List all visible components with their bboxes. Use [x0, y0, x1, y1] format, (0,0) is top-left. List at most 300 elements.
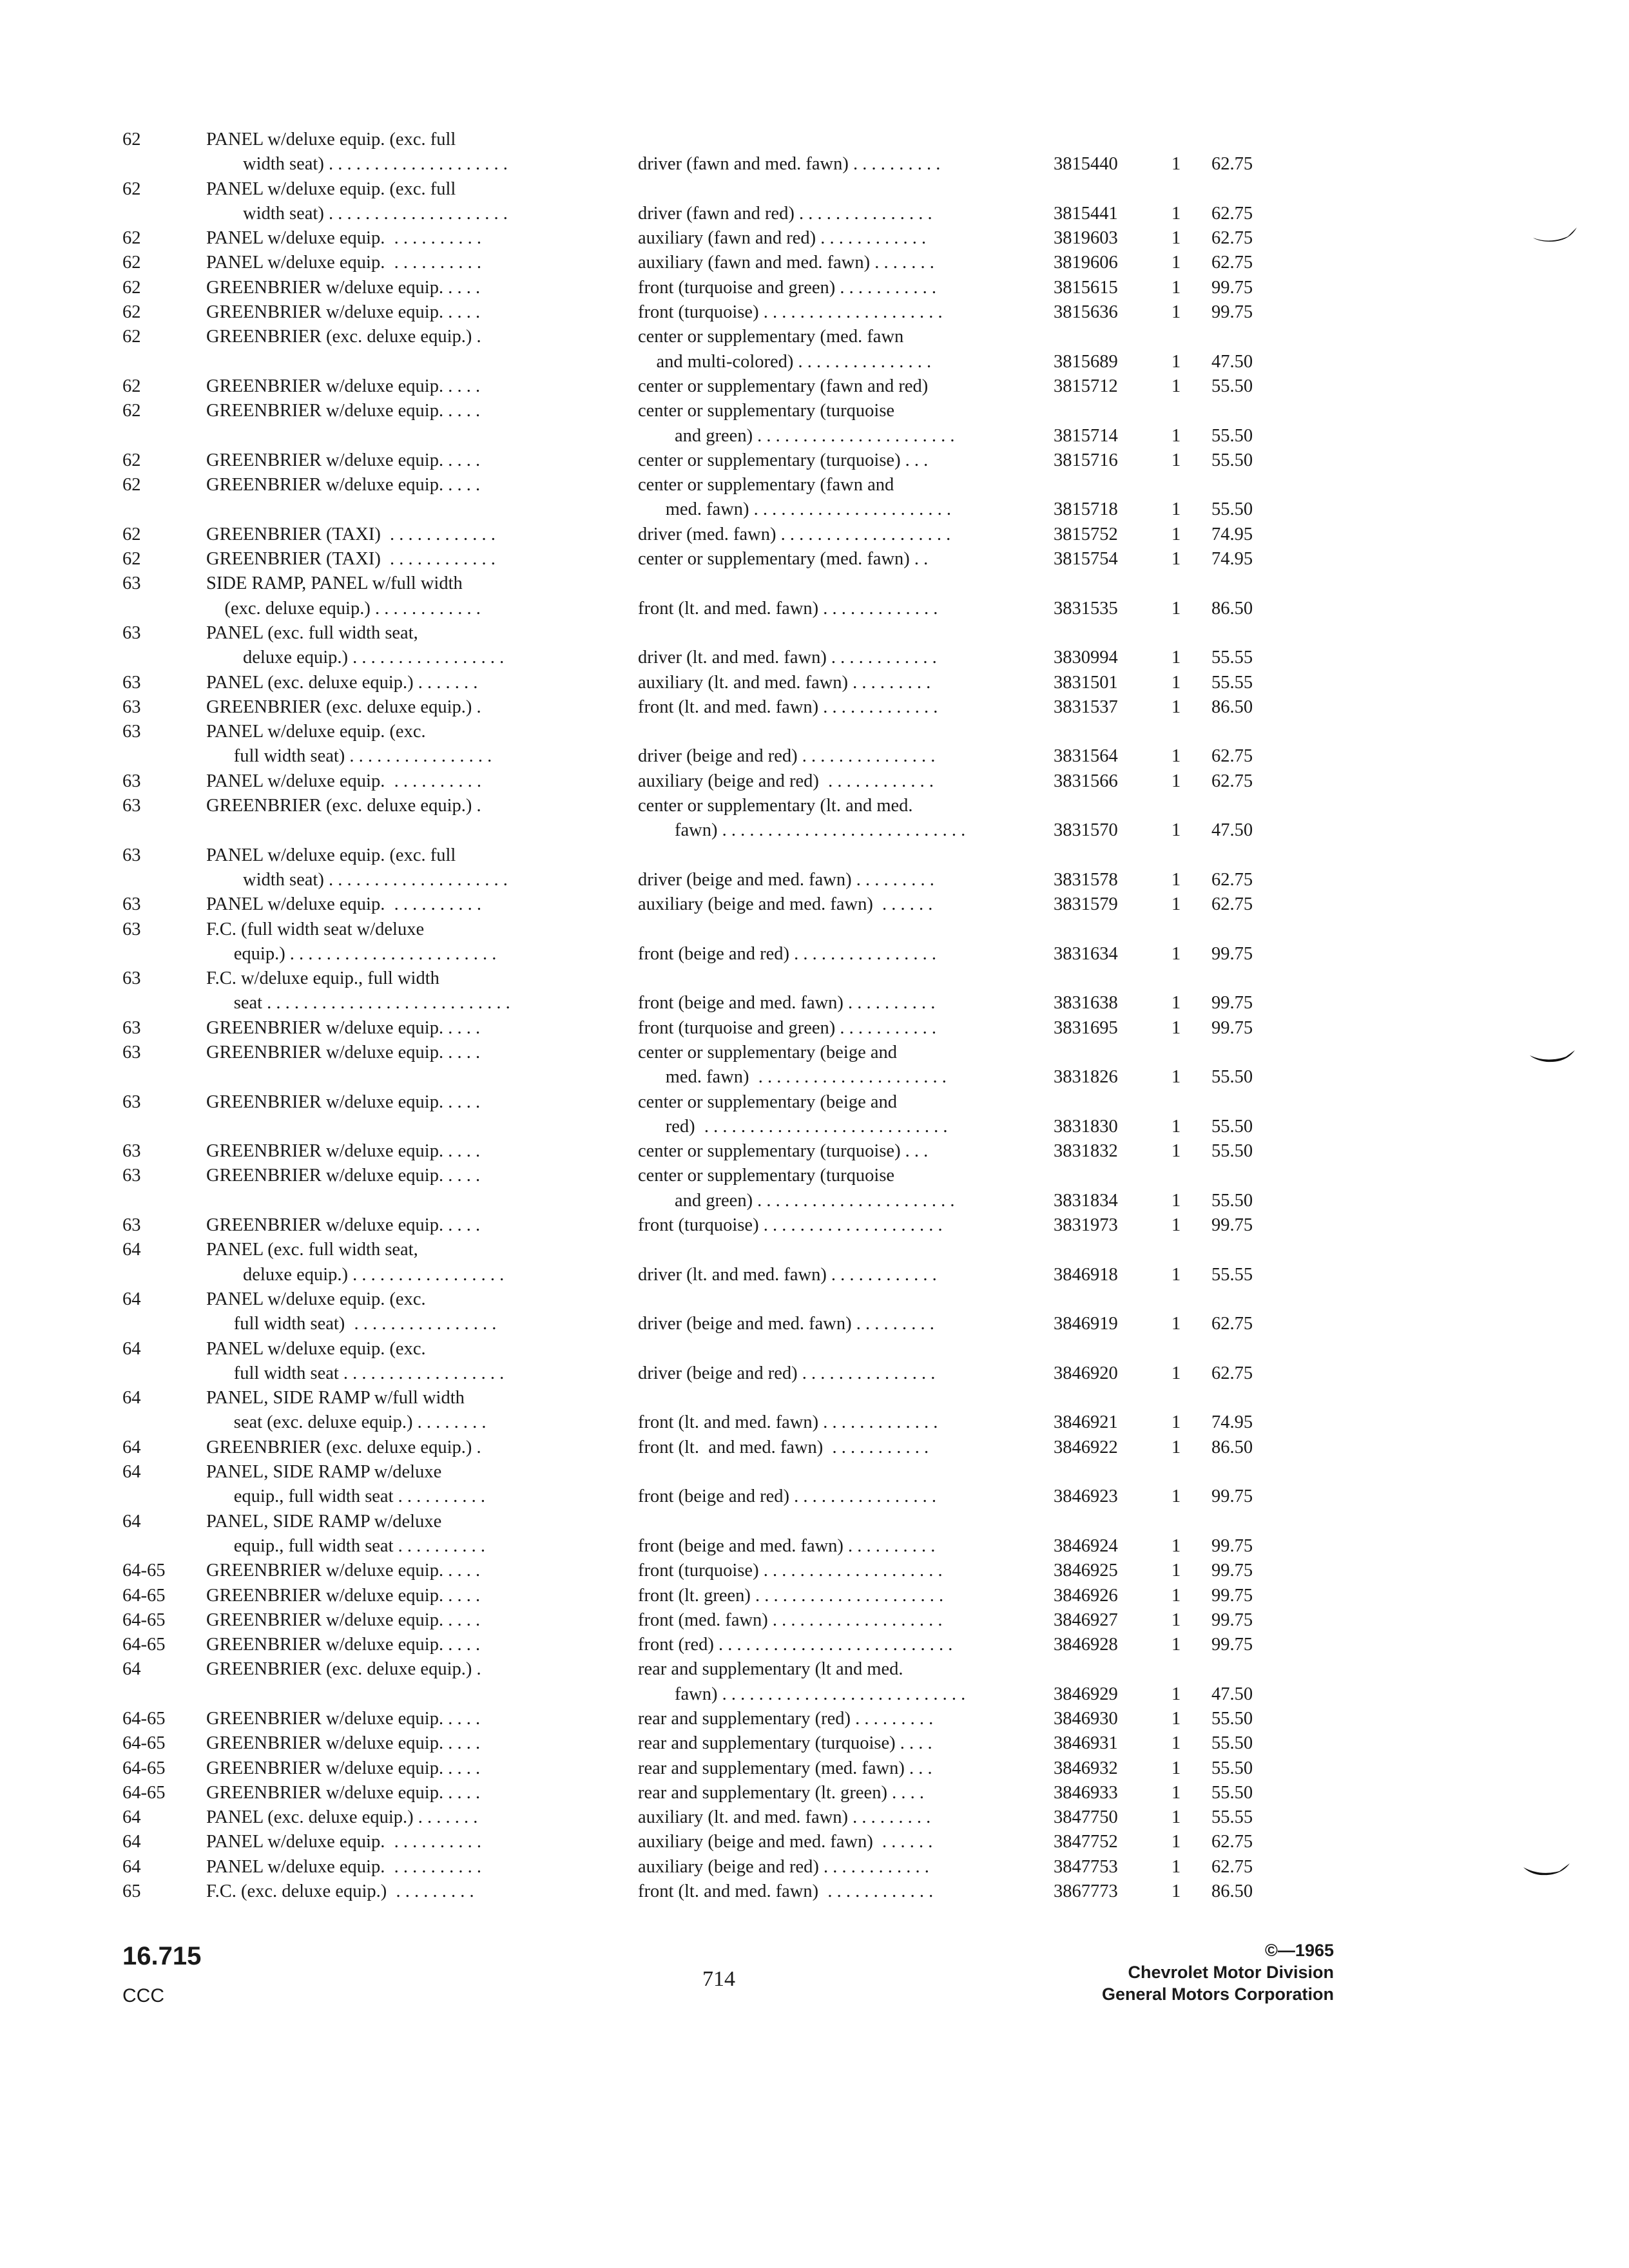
table-row — [122, 1238, 1347, 1287]
model-year: 64 — [122, 1511, 141, 1532]
quantity: 1 — [1171, 1215, 1181, 1236]
price: 55.50 — [1211, 499, 1253, 520]
part-number: 3846933 — [1054, 1782, 1118, 1803]
model-line: seat . . . . . . . . . . . . . . . . . . . . . . . . . . . — [206, 993, 510, 1014]
part-number: 3831535 — [1054, 598, 1118, 619]
part-number: 3846927 — [1054, 1610, 1118, 1630]
part-number: 3831634 — [1054, 943, 1118, 964]
description-line: front (turquoise) . . . . . . . . . . . . . . . . . . . . — [638, 1561, 943, 1581]
price: 55.50 — [1211, 450, 1253, 470]
quantity: 1 — [1171, 1190, 1181, 1211]
quantity: 1 — [1171, 253, 1181, 273]
table-row — [122, 1213, 1347, 1238]
model-line: full width seat . . . . . . . . . . . . . . . . . . — [206, 1363, 505, 1383]
description-line: auxiliary (beige and red) . . . . . . . . . . . . — [638, 1856, 929, 1877]
part-number: 3815752 — [1054, 524, 1118, 544]
description-line: front (turquoise) . . . . . . . . . . . . . . . . . . . . — [638, 1215, 943, 1236]
table-row — [122, 794, 1347, 843]
model-year: 64 — [122, 1240, 141, 1260]
model-line: equip., full width seat . . . . . . . . . . — [206, 1535, 485, 1556]
quantity: 1 — [1171, 376, 1181, 396]
price: 55.50 — [1211, 1733, 1253, 1754]
quantity: 1 — [1171, 1709, 1181, 1729]
price: 62.75 — [1211, 1832, 1253, 1852]
model-line: GREENBRIER w/deluxe equip. . . . . — [206, 1782, 481, 1803]
price: 62.75 — [1211, 894, 1253, 915]
table-row — [122, 1016, 1347, 1041]
quantity: 1 — [1171, 1881, 1181, 1902]
table-row — [122, 1805, 1347, 1830]
model-year: 63 — [122, 622, 141, 643]
model-year: 64-65 — [122, 1709, 166, 1729]
part-number: 3831566 — [1054, 771, 1118, 791]
model-line: PANEL (exc. deluxe equip.) . . . . . . . — [206, 1807, 478, 1828]
quantity: 1 — [1171, 1363, 1181, 1383]
price: 55.55 — [1211, 1264, 1253, 1285]
price: 74.95 — [1211, 1412, 1253, 1433]
catalog-code: CCC — [122, 1985, 164, 2006]
price: 99.75 — [1211, 1535, 1253, 1556]
model-year: 63 — [122, 1166, 141, 1186]
model-year: 64 — [122, 1832, 141, 1852]
quantity: 1 — [1171, 746, 1181, 767]
quantity: 1 — [1171, 351, 1181, 372]
model-line: PANEL w/deluxe equip. (exc. full — [206, 178, 456, 199]
price: 55.50 — [1211, 1141, 1253, 1162]
description-line: med. fawn) . . . . . . . . . . . . . . . . . . . . . . — [638, 499, 952, 520]
description-line: driver (beige and med. fawn) . . . . . . . . . — [638, 869, 934, 890]
model-line: SIDE RAMP, PANEL w/full width — [206, 573, 463, 594]
price: 62.75 — [1211, 1363, 1253, 1383]
part-number: 3830994 — [1054, 648, 1118, 668]
model-line: seat (exc. deluxe equip.) . . . . . . . . — [206, 1412, 487, 1433]
table-row — [122, 1855, 1347, 1879]
part-number: 3815716 — [1054, 450, 1118, 470]
description-line: and multi-colored) . . . . . . . . . . . . . . . — [638, 351, 932, 372]
description-line: driver (lt. and med. fawn) . . . . . . . . . . . . — [638, 1264, 937, 1285]
quantity: 1 — [1171, 1635, 1181, 1655]
model-line: GREENBRIER w/deluxe equip. . . . . — [206, 277, 481, 298]
description-line: auxiliary (fawn and med. fawn) . . . . . . . — [638, 253, 934, 273]
table-row — [122, 769, 1347, 794]
table-row — [122, 1608, 1347, 1633]
quantity: 1 — [1171, 1437, 1181, 1457]
description-line: center or supplementary (turquoise) . . . — [638, 1141, 929, 1162]
model-line: PANEL (exc. full width seat, — [206, 1240, 418, 1260]
description-line: auxiliary (fawn and red) . . . . . . . . . . . . — [638, 228, 927, 249]
part-number: 3846922 — [1054, 1437, 1118, 1457]
quantity: 1 — [1171, 648, 1181, 668]
part-number: 3815718 — [1054, 499, 1118, 520]
description-line: front (turquoise and green) . . . . . . . . . . . — [638, 1017, 937, 1038]
quantity: 1 — [1171, 549, 1181, 570]
model-year: 64-65 — [122, 1782, 166, 1803]
model-line: GREENBRIER w/deluxe equip. . . . . — [206, 1166, 481, 1186]
description-line: auxiliary (lt. and med. fawn) . . . . . . . . . — [638, 1807, 931, 1828]
model-year: 62 — [122, 549, 141, 570]
price: 86.50 — [1211, 1437, 1253, 1457]
model-year: 63 — [122, 697, 141, 717]
model-year: 63 — [122, 672, 141, 693]
table-row — [122, 1090, 1347, 1140]
model-line: GREENBRIER w/deluxe equip. . . . . — [206, 450, 481, 470]
price: 99.75 — [1211, 1561, 1253, 1581]
description-line: front (med. fawn) . . . . . . . . . . . . . . . . . . . — [638, 1610, 943, 1630]
price: 99.75 — [1211, 277, 1253, 298]
model-line: GREENBRIER w/deluxe equip. . . . . — [206, 401, 481, 421]
model-year: 62 — [122, 130, 141, 149]
table-row — [122, 399, 1347, 448]
price: 55.50 — [1211, 376, 1253, 396]
price: 55.55 — [1211, 672, 1253, 693]
table-row — [122, 1436, 1347, 1460]
description-line: front (lt. green) . . . . . . . . . . . . . . . . . . . . . — [638, 1585, 944, 1606]
model-line: GREENBRIER w/deluxe equip. . . . . — [206, 1141, 481, 1162]
description-line: front (lt. and med. fawn) . . . . . . . . . . . . . — [638, 1412, 938, 1433]
model-line: GREENBRIER (exc. deluxe equip.) . — [206, 1437, 481, 1457]
price: 47.50 — [1211, 351, 1253, 372]
model-line: PANEL w/deluxe equip. (exc. — [206, 722, 426, 742]
model-line: PANEL, SIDE RAMP w/deluxe — [206, 1511, 442, 1532]
part-number: 3815689 — [1054, 351, 1118, 372]
part-number: 3847752 — [1054, 1832, 1118, 1852]
description-line: auxiliary (lt. and med. fawn) . . . . . . . . . — [638, 672, 931, 693]
division: Chevrolet Motor Division — [1128, 1963, 1334, 1982]
description-line: center or supplementary (lt. and med. — [638, 796, 913, 816]
model-year: 64-65 — [122, 1635, 166, 1655]
table-row — [122, 473, 1347, 523]
description-line: driver (fawn and med. fawn) . . . . . . . . . . — [638, 154, 941, 175]
table-row — [122, 671, 1347, 695]
description-line: front (turquoise) . . . . . . . . . . . . . . . . . . . . — [638, 302, 943, 323]
table-row — [122, 1707, 1347, 1731]
table-row — [122, 892, 1347, 917]
table-row — [122, 128, 1347, 177]
price: 86.50 — [1211, 598, 1253, 619]
description-line: auxiliary (beige and med. fawn) . . . . . . — [638, 1832, 933, 1852]
model-line: equip., full width seat . . . . . . . . . . — [206, 1486, 485, 1507]
model-year: 62 — [122, 475, 141, 495]
model-line: GREENBRIER (TAXI) . . . . . . . . . . . . — [206, 549, 496, 570]
quantity: 1 — [1171, 203, 1181, 224]
price: 55.55 — [1211, 648, 1253, 668]
model-line: PANEL w/deluxe equip. . . . . . . . . . . — [206, 253, 481, 273]
description-line: center or supplementary (beige and — [638, 1042, 897, 1062]
check-mark-icon — [1527, 1043, 1579, 1068]
table-row — [122, 572, 1347, 621]
table-row — [122, 1756, 1347, 1781]
table-row — [122, 1386, 1347, 1436]
model-line: PANEL, SIDE RAMP w/full width — [206, 1388, 465, 1408]
table-row — [122, 276, 1347, 300]
part-number: 3815441 — [1054, 203, 1118, 224]
price: 62.75 — [1211, 1314, 1253, 1334]
price: 99.75 — [1211, 1486, 1253, 1507]
part-number: 3831830 — [1054, 1116, 1118, 1137]
model-line: GREENBRIER w/deluxe equip. . . . . — [206, 1017, 481, 1038]
description-line: front (beige and red) . . . . . . . . . . . . . . . . — [638, 1486, 937, 1507]
model-line: deluxe equip.) . . . . . . . . . . . . . . . . . — [206, 1264, 505, 1285]
part-number: 3815714 — [1054, 425, 1118, 446]
model-line: width seat) . . . . . . . . . . . . . . . . . . . . — [206, 869, 508, 890]
part-number: 3867773 — [1054, 1881, 1118, 1902]
model-line: PANEL (exc. deluxe equip.) . . . . . . . — [206, 672, 478, 693]
model-year: 63 — [122, 1042, 141, 1062]
description-line: rear and supplementary (lt. green) . . . . — [638, 1782, 924, 1803]
model-line: deluxe equip.) . . . . . . . . . . . . . . . . . — [206, 648, 505, 668]
part-number: 3846918 — [1054, 1264, 1118, 1285]
table-row — [122, 226, 1347, 251]
model-line: F.C. (full width seat w/deluxe — [206, 919, 425, 939]
table-row — [122, 374, 1347, 399]
part-number: 3815636 — [1054, 302, 1118, 323]
price: 99.75 — [1211, 1610, 1253, 1630]
page-number: 714 — [702, 1967, 735, 1991]
model-line: width seat) . . . . . . . . . . . . . . . . . . . . — [206, 154, 508, 175]
quantity: 1 — [1171, 154, 1181, 175]
part-number: 3846925 — [1054, 1561, 1118, 1581]
description-line: rear and supplementary (red) . . . . . . . . . — [638, 1709, 934, 1729]
description-line: rear and supplementary (med. fawn) . . . — [638, 1758, 932, 1778]
model-line: GREENBRIER w/deluxe equip. . . . . — [206, 475, 481, 495]
model-year: 63 — [122, 771, 141, 791]
price: 74.95 — [1211, 524, 1253, 544]
price: 99.75 — [1211, 1635, 1253, 1655]
table-row — [122, 1337, 1347, 1387]
table-row — [122, 1830, 1347, 1854]
quantity: 1 — [1171, 499, 1181, 520]
part-number: 3831695 — [1054, 1017, 1118, 1038]
table-row — [122, 547, 1347, 572]
model-line: width seat) . . . . . . . . . . . . . . . . . . . . — [206, 203, 508, 224]
price: 99.75 — [1211, 1017, 1253, 1038]
copyright: ©—1965 — [1265, 1941, 1334, 1960]
model-line: full width seat) . . . . . . . . . . . . . . . . — [206, 1314, 497, 1334]
model-year: 64 — [122, 1659, 141, 1680]
quantity: 1 — [1171, 1807, 1181, 1828]
part-number: 3847750 — [1054, 1807, 1118, 1828]
price: 86.50 — [1211, 1881, 1253, 1902]
quantity: 1 — [1171, 228, 1181, 249]
quantity: 1 — [1171, 1412, 1181, 1433]
description-line: med. fawn) . . . . . . . . . . . . . . . . . . . . . — [638, 1067, 947, 1088]
publisher-credit — [1031, 1939, 1334, 2005]
table-row — [122, 720, 1347, 769]
part-number: 3846919 — [1054, 1314, 1118, 1334]
part-number: 3831578 — [1054, 869, 1118, 890]
model-year: 63 — [122, 919, 141, 939]
model-line: PANEL w/deluxe equip. . . . . . . . . . . — [206, 228, 481, 249]
table-row — [122, 1460, 1347, 1510]
quantity: 1 — [1171, 1017, 1181, 1038]
part-number: 3846930 — [1054, 1709, 1118, 1729]
description-line: center or supplementary (med. fawn) . . — [638, 549, 929, 570]
part-number: 3846920 — [1054, 1363, 1118, 1383]
model-line: PANEL w/deluxe equip. (exc. full — [206, 130, 456, 149]
model-line: GREENBRIER w/deluxe equip. . . . . — [206, 376, 481, 396]
part-number: 3846924 — [1054, 1535, 1118, 1556]
model-line: PANEL (exc. full width seat, — [206, 622, 418, 643]
price: 55.50 — [1211, 1116, 1253, 1137]
description-line: front (red) . . . . . . . . . . . . . . . . . . . . . . . . . . — [638, 1635, 953, 1655]
description-line: front (lt. and med. fawn) . . . . . . . . . . . — [638, 1437, 929, 1457]
quantity: 1 — [1171, 302, 1181, 323]
model-line: GREENBRIER (exc. deluxe equip.) . — [206, 796, 481, 816]
model-year: 64-65 — [122, 1561, 166, 1581]
model-line: GREENBRIER w/deluxe equip. . . . . — [206, 1709, 481, 1729]
description-line: rear and supplementary (lt and med. — [638, 1659, 903, 1680]
table-row — [122, 523, 1347, 547]
model-line: GREENBRIER w/deluxe equip. . . . . — [206, 1091, 481, 1112]
part-number: 3846929 — [1054, 1684, 1118, 1704]
table-row — [122, 1781, 1347, 1805]
part-number: 3815615 — [1054, 277, 1118, 298]
model-line: PANEL, SIDE RAMP w/deluxe — [206, 1462, 442, 1483]
table-row — [122, 1584, 1347, 1608]
part-number: 3831834 — [1054, 1190, 1118, 1211]
quantity: 1 — [1171, 820, 1181, 841]
quantity: 1 — [1171, 894, 1181, 915]
part-number: 3815712 — [1054, 376, 1118, 396]
part-number: 3846932 — [1054, 1758, 1118, 1778]
model-line: PANEL w/deluxe equip. . . . . . . . . . . — [206, 771, 481, 791]
model-year: 62 — [122, 228, 141, 249]
description-line: center or supplementary (med. fawn — [638, 327, 904, 347]
model-year: 63 — [122, 1141, 141, 1162]
price: 62.75 — [1211, 203, 1253, 224]
model-year: 63 — [122, 796, 141, 816]
model-year: 62 — [122, 524, 141, 544]
quantity: 1 — [1171, 1782, 1181, 1803]
model-line: full width seat) . . . . . . . . . . . . . . . . — [206, 746, 492, 767]
part-number: 3819603 — [1054, 228, 1118, 249]
model-year: 63 — [122, 1215, 141, 1236]
price: 55.50 — [1211, 1067, 1253, 1088]
quantity: 1 — [1171, 1535, 1181, 1556]
table-row — [122, 1879, 1347, 1904]
description-line: driver (beige and med. fawn) . . . . . . . . . — [638, 1314, 934, 1334]
price: 62.75 — [1211, 771, 1253, 791]
quantity: 1 — [1171, 697, 1181, 717]
part-number: 3831501 — [1054, 672, 1118, 693]
part-number: 3815754 — [1054, 549, 1118, 570]
model-year: 63 — [122, 845, 141, 865]
table-row — [122, 918, 1347, 967]
description-line: center or supplementary (fawn and — [638, 475, 894, 495]
description-line: center or supplementary (turquoise — [638, 1166, 895, 1186]
description-line: auxiliary (beige and med. fawn) . . . . . . — [638, 894, 933, 915]
price: 74.95 — [1211, 549, 1253, 570]
price: 62.75 — [1211, 869, 1253, 890]
quantity: 1 — [1171, 1141, 1181, 1162]
model-line: GREENBRIER w/deluxe equip. . . . . — [206, 1561, 481, 1581]
model-year: 64 — [122, 1856, 141, 1877]
description-line: auxiliary (beige and red) . . . . . . . . . . . . — [638, 771, 934, 791]
part-number: 3831832 — [1054, 1141, 1118, 1162]
table-row — [122, 1139, 1347, 1164]
quantity: 1 — [1171, 1314, 1181, 1334]
model-line: GREENBRIER (TAXI) . . . . . . . . . . . . — [206, 524, 496, 544]
price: 99.75 — [1211, 1585, 1253, 1606]
model-line: PANEL w/deluxe equip. (exc. — [206, 1338, 426, 1359]
description-line: driver (beige and red) . . . . . . . . . . . . . . . — [638, 746, 936, 767]
corporation: General Motors Corporation — [1101, 1984, 1334, 2004]
model-year: 64 — [122, 1437, 141, 1457]
price: 62.75 — [1211, 228, 1253, 249]
description-line: fawn) . . . . . . . . . . . . . . . . . . . . . . . . . . . — [638, 1684, 966, 1704]
price: 55.50 — [1211, 425, 1253, 446]
part-number: 3831564 — [1054, 746, 1118, 767]
model-year: 63 — [122, 968, 141, 989]
part-number: 3819606 — [1054, 253, 1118, 273]
table-row — [122, 1287, 1347, 1337]
model-year: 62 — [122, 277, 141, 298]
description-line: and green) . . . . . . . . . . . . . . . . . . . . . . — [638, 425, 955, 446]
table-row — [122, 1657, 1347, 1707]
table-row — [122, 177, 1347, 227]
price: 47.50 — [1211, 820, 1253, 841]
model-line: PANEL w/deluxe equip. (exc. full — [206, 845, 456, 865]
description-line: center or supplementary (turquoise — [638, 401, 895, 421]
description-line: front (lt. and med. fawn) . . . . . . . . . . . . . — [638, 598, 938, 619]
model-year: 62 — [122, 253, 141, 273]
model-line: PANEL w/deluxe equip. . . . . . . . . . . — [206, 1832, 481, 1852]
model-year: 62 — [122, 178, 141, 199]
part-number: 3831570 — [1054, 820, 1118, 841]
table-row — [122, 695, 1347, 720]
model-year: 63 — [122, 1017, 141, 1038]
model-year: 63 — [122, 894, 141, 915]
quantity: 1 — [1171, 1561, 1181, 1581]
model-year: 62 — [122, 450, 141, 470]
price: 86.50 — [1211, 697, 1253, 717]
table-row — [122, 1559, 1347, 1583]
quantity: 1 — [1171, 1116, 1181, 1137]
quantity: 1 — [1171, 277, 1181, 298]
quantity: 1 — [1171, 1067, 1181, 1088]
model-year: 62 — [122, 376, 141, 396]
parts-list — [122, 128, 1347, 1904]
price: 55.50 — [1211, 1709, 1253, 1729]
model-year: 64-65 — [122, 1733, 166, 1754]
footer-left — [122, 1939, 201, 2013]
model-line: PANEL w/deluxe equip. (exc. — [206, 1289, 426, 1309]
price: 99.75 — [1211, 943, 1253, 964]
model-line: GREENBRIER w/deluxe equip. . . . . — [206, 1758, 481, 1778]
price: 47.50 — [1211, 1684, 1253, 1704]
table-row — [122, 1633, 1347, 1657]
price: 55.50 — [1211, 1190, 1253, 1211]
part-number: 3831638 — [1054, 993, 1118, 1014]
model-line: F.C. w/deluxe equip., full width — [206, 968, 439, 989]
part-number: 3831826 — [1054, 1067, 1118, 1088]
quantity: 1 — [1171, 1610, 1181, 1630]
model-line: PANEL w/deluxe equip. . . . . . . . . . . — [206, 1856, 481, 1877]
check-mark-icon — [1521, 1856, 1572, 1881]
model-year: 64 — [122, 1289, 141, 1309]
model-line: GREENBRIER w/deluxe equip. . . . . — [206, 302, 481, 323]
description-line: driver (beige and red) . . . . . . . . . . . . . . . — [638, 1363, 936, 1383]
quantity: 1 — [1171, 1758, 1181, 1778]
quantity: 1 — [1171, 524, 1181, 544]
price: 55.50 — [1211, 1758, 1253, 1778]
model-line: GREENBRIER (exc. deluxe equip.) . — [206, 697, 481, 717]
model-year: 62 — [122, 302, 141, 323]
description-line: front (beige and med. fawn) . . . . . . . . . . — [638, 993, 936, 1014]
model-year: 64 — [122, 1388, 141, 1408]
part-number: 3831579 — [1054, 894, 1118, 915]
section-number: 16.715 — [122, 1942, 202, 1970]
